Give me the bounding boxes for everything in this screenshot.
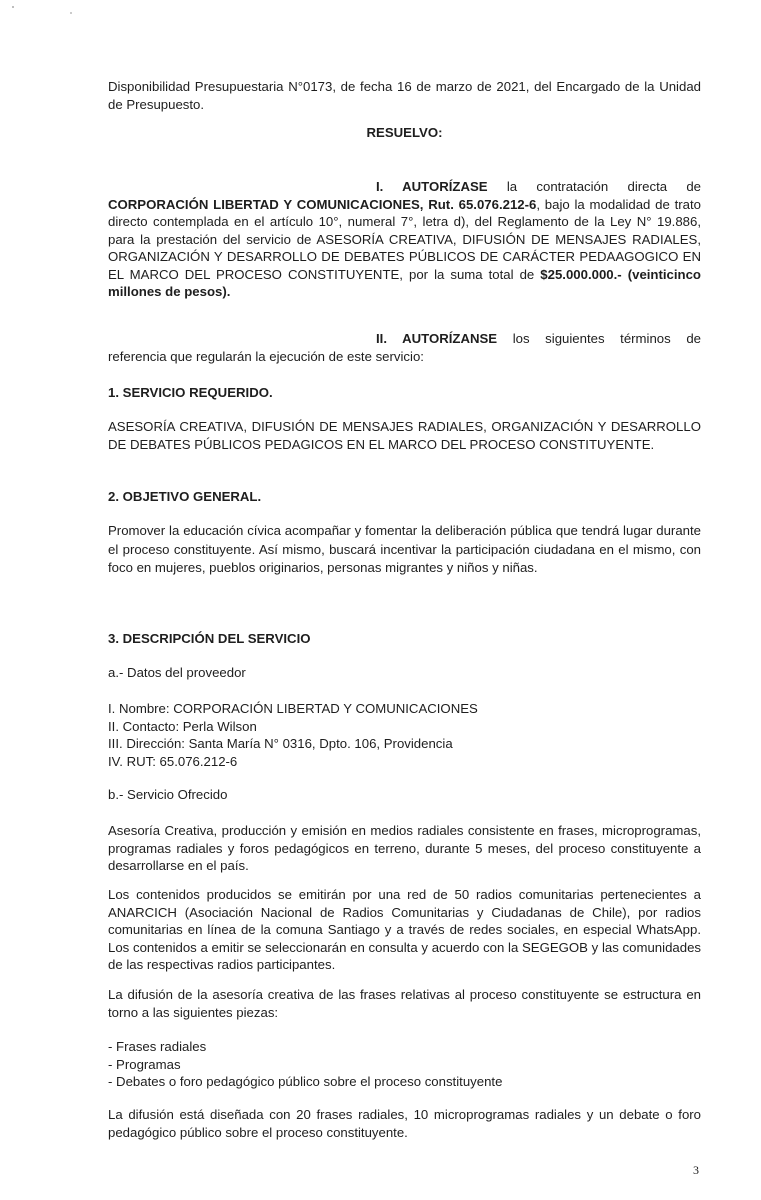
- item-2-lead: II. AUTORÍZANSE: [376, 331, 498, 346]
- provider-name-rut: CORPORACIÓN LIBERTAD Y COMUNICACIONES, Rut. 65.076.212-6: [108, 196, 537, 212]
- provider-address: III. Dirección: Santa María N° 0316, Dpto. 106, Providencia: [108, 736, 453, 751]
- service-paragraph-3: La difusión de la asesoría creativa de las frases relativas al proceso constituyente se estructura en torno a las siguientes piezas:: [108, 987, 701, 1020]
- scan-speck: [12, 6, 14, 8]
- provider-name: I. Nombre: CORPORACIÓN LIBERTAD Y COMUNICACIONES: [108, 701, 478, 716]
- resuelvo-heading: RESUELVO:: [366, 125, 443, 140]
- total-amount: $25.000.000.- (veinticinco millones de pesos).: [108, 266, 701, 299]
- list-item: - Debates o foro pedagógico público sobre el proceso constituyente: [108, 1074, 503, 1089]
- item-2-paragraph: II. AUTORÍZANSE los siguientes términos de referencia que regularán la ejecución de este servicio:: [108, 331, 701, 364]
- section-3-heading: 3. DESCRIPCIÓN DEL SERVICIO: [108, 631, 311, 646]
- section-2-body: Promover la educación cívica acompañar y fomentar la deliberación pública que tendrá lugar durante el proceso constituyente. Así mismo, buscará incentivar la participación ciudadana en el mismo, con foco en mujeres, pueblos originarios, personas migrantes y niños y niñas.: [108, 523, 701, 575]
- provider-rut: IV. RUT: 65.076.212-6: [108, 753, 238, 769]
- list-item: - Programas: [108, 1056, 181, 1072]
- provider-contact: II. Contacto: Perla Wilson: [108, 718, 257, 734]
- intro-paragraph: Disponibilidad Presupuestaria N°0173, de fecha 16 de marzo de 2021, del Encargado de la Unidad de Presupuesto.: [108, 79, 701, 112]
- subsection-b-label: b.- Servicio Ofrecido: [108, 787, 228, 802]
- list-item: - Frases radiales: [108, 1039, 207, 1054]
- service-paragraph-4: La difusión está diseñada con 20 frases radiales, 10 microprogramas radiales y un debate o foro pedagógico público sobre el proceso constituyente.: [108, 1107, 701, 1140]
- item-1-paragraph: I. AUTORÍZASE la contratación directa de CORPORACIÓN LIBERTAD Y COMUNICACIONES, Rut. 65.076.212-6, bajo la modalidad de trato directo contemplada en el artículo 10°, numeral 7°, letra d), del Reglamento de la Ley N° 19.886, para la prestación del servicio de ASESORÍA CREATIVA, DIFUSIÓN DE MENSAJES RADIALES, ORGANIZACIÓN Y DESARROLLO DE DEBATES PÚBLICOS DE CARÁCTER PEDAAGOGICO EN EL MARCO DEL PROCESO CONSTITUYENTE, por la suma total de $25.000.000.- (veinticinco millones de pesos).: [108, 179, 702, 299]
- provider-details: [108, 700, 701, 770]
- page-number: 3: [693, 1163, 699, 1177]
- service-paragraph-1: Asesoría Creativa, producción y emisión en medios radiales consistente en frases, microprogramas, programas radiales y foros pedagógicos en terreno, durante 5 meses, del proceso constituyente a desarrollarse en el país.: [108, 823, 701, 873]
- section-2-heading: 2. OBJETIVO GENERAL.: [108, 489, 262, 504]
- service-paragraph-2: Los contenidos producidos se emitirán por una red de 50 radios comunitarias pertenecientes a ANARCICH (Asociación Nacional de Radios Comunitarias y Ciudadanas de Chile), por radios comunitarias en línea de la comuna Santiago y a través de redes sociales, en especial WhatsApp. Los contenidos a emitir se seleccionarán en consulta y acuerdo con la SEGEGOB y las comunidades de las respectivas radios participantes.: [108, 887, 701, 972]
- section-1-body: ASESORÍA CREATIVA, DIFUSIÓN DE MENSAJES RADIALES, ORGANIZACIÓN Y DESARROLLO DE DEBATES PÚBLICOS PEDAGICOS EN EL MARCO DEL PROCESO CONSTITUYENTE.: [108, 419, 701, 452]
- section-1-heading: 1. SERVICIO REQUERIDO.: [108, 385, 273, 400]
- pieces-list: [108, 1038, 701, 1091]
- subsection-a-label: a.- Datos del proveedor: [108, 665, 246, 680]
- scan-speck: [70, 12, 72, 14]
- item-1-lead: I. AUTORÍZASE: [376, 179, 488, 194]
